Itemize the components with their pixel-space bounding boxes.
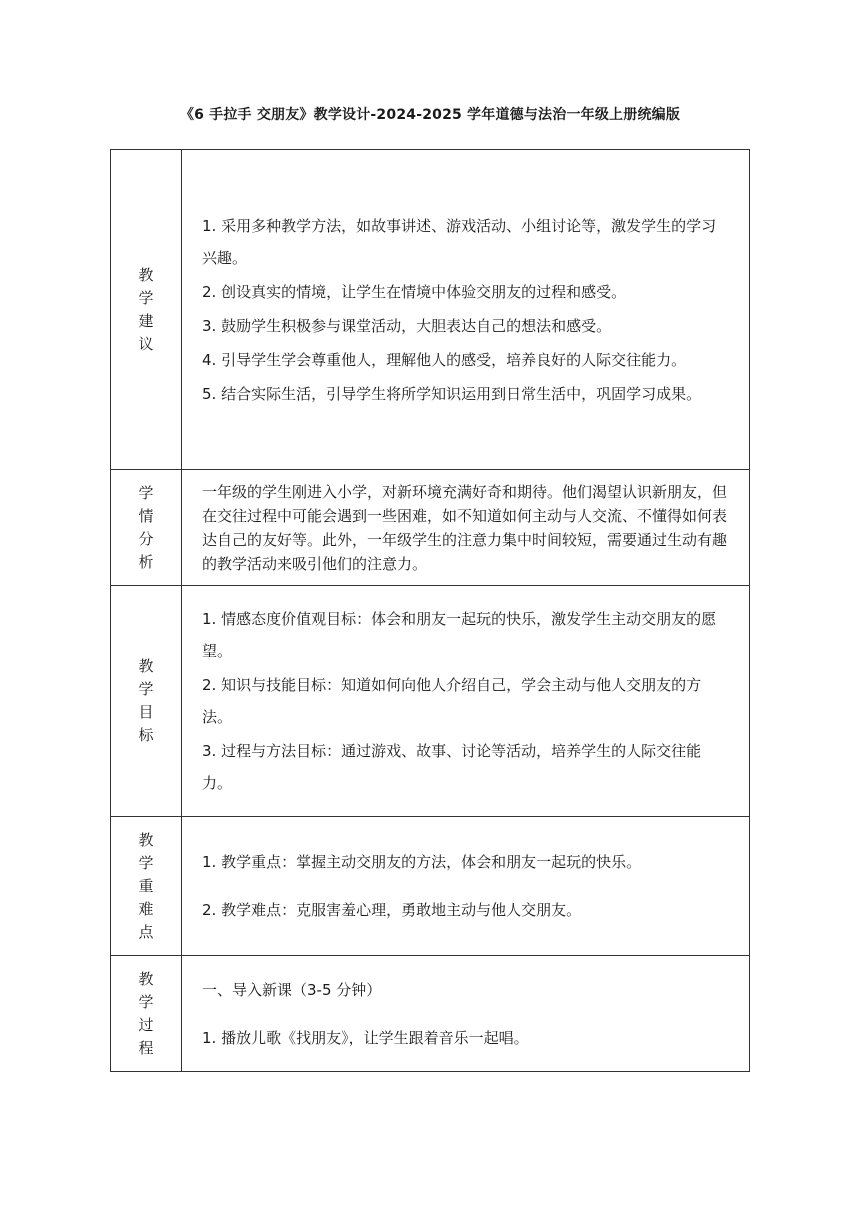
table-row-teaching-process bbox=[111, 956, 750, 1072]
label-char: 难 bbox=[138, 899, 154, 918]
label-char: 学 bbox=[138, 853, 154, 872]
label-char: 析 bbox=[138, 552, 154, 571]
label-char: 学 bbox=[138, 992, 154, 1011]
label-char: 程 bbox=[138, 1038, 154, 1057]
lesson-plan-table bbox=[110, 149, 750, 1072]
list-item: 5. 结合实际生活，引导学生将所学知识运用到日常生活中，巩固学习成果。 bbox=[202, 384, 702, 403]
label-char: 学 bbox=[138, 483, 154, 502]
label-char: 教 bbox=[138, 969, 154, 988]
table-row-teaching-suggestions bbox=[111, 150, 750, 470]
list-item: 1. 教学重点：掌握主动交朋友的方法，体会和朋友一起玩的快乐。 bbox=[202, 853, 642, 871]
row-content-student-analysis bbox=[182, 470, 750, 586]
row-content-teaching-suggestions bbox=[182, 150, 750, 470]
label-char: 分 bbox=[138, 529, 154, 548]
list-item: 3. 过程与方法目标：通过游戏、故事、讨论等活动，培养学生的人际交往能力。 bbox=[202, 742, 702, 792]
table-row-student-analysis bbox=[111, 470, 750, 586]
row-label-teaching-objectives bbox=[111, 586, 182, 817]
label-char: 重 bbox=[138, 876, 154, 895]
row-label-teaching-suggestions bbox=[111, 150, 182, 470]
row-label-student-analysis bbox=[111, 470, 182, 586]
analysis-paragraph: 一年级的学生刚进入小学，对新环境充满好奇和期待。他们渴望认识新朋友，但在交往过程中可能会遇到一些困难，如不知道如何主动与人交流、不懂得如何表达自己的友好等。此外，一年级学生的注意力集中时间较短，需要通过生动有趣的教学活动来吸引他们的注意力。 bbox=[202, 482, 728, 573]
label-char: 教 bbox=[138, 657, 154, 675]
label-char: 议 bbox=[138, 334, 154, 353]
label-char: 学 bbox=[138, 680, 154, 698]
list-item: 1. 播放儿歌《找朋友》，让学生跟着音乐一起唱。 bbox=[202, 1028, 529, 1047]
label-char: 点 bbox=[138, 922, 154, 941]
label-char: 标 bbox=[138, 726, 154, 744]
list-item: 2. 创设真实的情境，让学生在情境中体验交朋友的过程和感受。 bbox=[202, 282, 627, 301]
section-heading: 一、导入新课（3-5 分钟） bbox=[202, 980, 382, 999]
list-item: 3. 鼓励学生积极参与课堂活动，大胆表达自己的想法和感受。 bbox=[202, 316, 612, 335]
label-char: 目 bbox=[138, 703, 154, 721]
label-char: 过 bbox=[138, 1015, 154, 1034]
row-content-key-difficult-points bbox=[182, 817, 750, 956]
row-content-teaching-process bbox=[182, 956, 750, 1072]
list-item: 1. 采用多种教学方法，如故事讲述、游戏活动、小组讨论等，激发学生的学习兴趣。 bbox=[202, 216, 717, 267]
label-char: 学 bbox=[138, 288, 154, 307]
table-row-key-difficult-points bbox=[111, 817, 750, 956]
list-item: 1. 情感态度价值观目标：体会和朋友一起玩的快乐，激发学生主动交朋友的愿望。 bbox=[202, 610, 717, 660]
row-label-teaching-process bbox=[111, 956, 182, 1072]
label-char: 教 bbox=[138, 830, 154, 849]
label-char: 建 bbox=[138, 311, 154, 330]
list-item: 2. 知识与技能目标：知道如何向他人介绍自己，学会主动与他人交朋友的方法。 bbox=[202, 676, 702, 726]
label-char: 教 bbox=[138, 265, 154, 284]
label-char: 情 bbox=[138, 506, 154, 525]
list-item: 2. 教学难点：克服害羞心理，勇敢地主动与他人交朋友。 bbox=[202, 901, 582, 919]
row-content-teaching-objectives bbox=[182, 586, 750, 817]
row-label-key-difficult-points bbox=[111, 817, 182, 956]
table-row-teaching-objectives bbox=[111, 586, 750, 817]
document-title: 《6 手拉手 交朋友》教学设计-2024-2025 学年道德与法治一年级上册统编版 bbox=[179, 107, 681, 123]
list-item: 4. 引导学生学会尊重他人，理解他人的感受，培养良好的人际交往能力。 bbox=[202, 350, 687, 369]
